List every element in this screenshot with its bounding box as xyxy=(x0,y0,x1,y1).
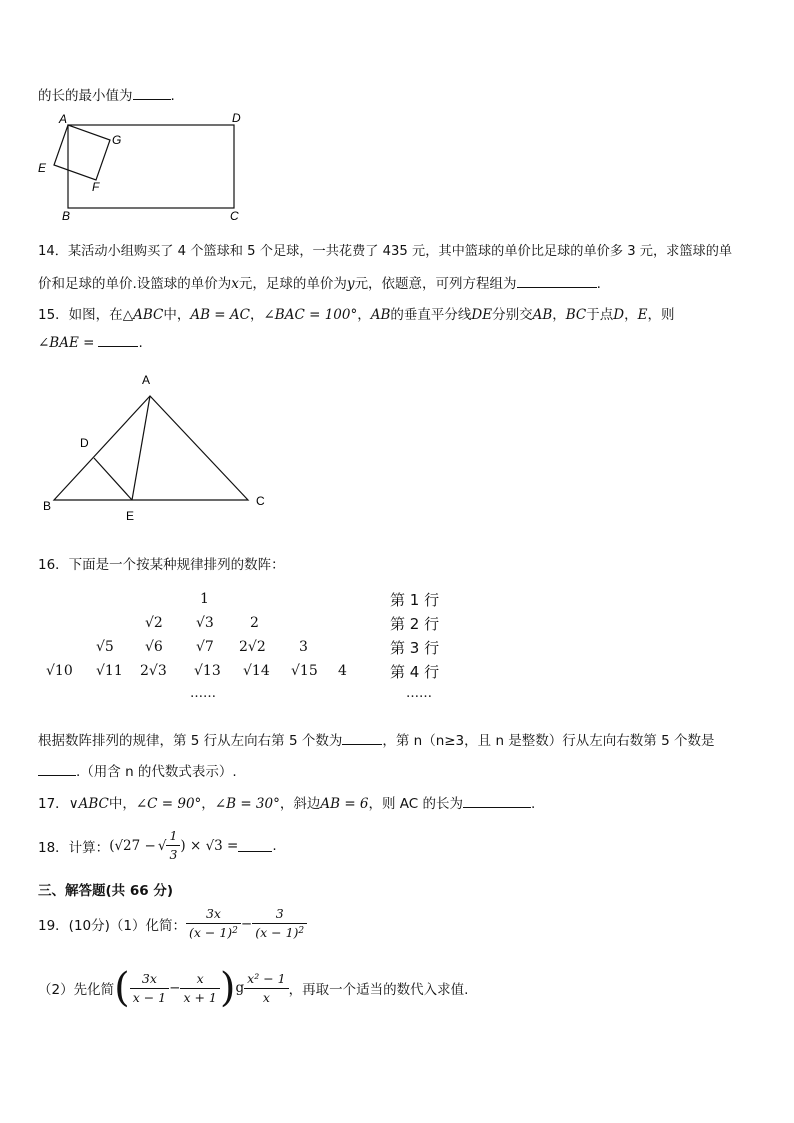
q17-ab: AB = 6 xyxy=(320,796,369,812)
q14-end: . xyxy=(596,276,601,292)
q19-frac2-num: 3 xyxy=(252,905,307,924)
label-f: F xyxy=(92,180,100,194)
q13-blank[interactable] xyxy=(133,87,171,100)
array-r1-c1: 1 xyxy=(200,591,209,607)
q17-s1: ， xyxy=(201,796,215,812)
q17-angle-b: ∠B = 30° xyxy=(214,796,280,812)
array-r2-c1: √2 xyxy=(145,615,163,631)
q15-t5: ，则 xyxy=(647,307,675,323)
q13-text: 的长的最小值为 xyxy=(38,88,133,104)
rectangle-figure xyxy=(30,108,260,228)
q16-text2: ，第 n（n≥3，且 n 是整数）行从左向右数第 5 个数是 xyxy=(382,733,715,749)
q14-text-b: 元，足球的单价为 xyxy=(238,276,347,292)
row-label-1: 第 1 行 xyxy=(390,591,440,609)
section-3-title: 三、解答题(共 66 分) xyxy=(38,883,174,899)
q19-frac2-exp: 2 xyxy=(298,926,305,936)
array-r4-c5: √14 xyxy=(243,663,270,679)
q18-expr-b: ) × √3 = xyxy=(180,837,239,854)
q15-t4: 于点 xyxy=(586,307,614,323)
array-r2-c2: √3 xyxy=(196,615,214,631)
array-r4-c2: √11 xyxy=(96,663,123,679)
q15-line2 xyxy=(38,334,143,351)
array-r3-c2: √6 xyxy=(145,639,163,655)
array-r3-c4: 2√2 xyxy=(239,639,266,655)
q14-text-a: 价和足球的单价.设篮球的单价为 xyxy=(38,276,232,292)
q19-g3-num: x² − 1 xyxy=(244,970,288,989)
q19-minus: − xyxy=(240,915,253,932)
array-r3-c1: √5 xyxy=(96,639,114,655)
array-r3-c5: 3 xyxy=(299,639,308,655)
q17-tail: ，则 AC 的长为 xyxy=(368,796,464,812)
q19-frac2-den xyxy=(252,924,307,942)
q19-g2-den: x + 1 xyxy=(183,989,217,1005)
q15-line1 xyxy=(38,303,674,323)
q17-blank[interactable] xyxy=(463,795,531,808)
q13-line xyxy=(38,84,175,104)
label-a: A xyxy=(142,373,151,387)
label-b: B xyxy=(62,209,71,223)
q15-t1: 中， xyxy=(163,307,191,323)
row-label-4: 第 4 行 xyxy=(390,663,440,681)
array-r4-c6: √15 xyxy=(291,663,318,679)
label-a: A xyxy=(59,112,68,126)
q15-tri: △ABC xyxy=(122,307,164,323)
triangle-figure xyxy=(36,368,276,528)
q15-ab: AB xyxy=(370,307,391,323)
q15-t2: 的垂直平分线 xyxy=(390,307,472,323)
segment-de xyxy=(94,458,132,500)
q15-eq2: ∠BAC = 100° xyxy=(263,307,358,323)
q19-part1 xyxy=(38,905,307,942)
q15-ask: ∠BAE = xyxy=(38,335,95,351)
q19-p2-head: （2）先化简 xyxy=(38,982,115,998)
q18-end: . xyxy=(272,837,277,854)
q19-head: 19．(10分)（1）化简： xyxy=(38,917,186,934)
left-paren-icon: ( xyxy=(114,965,130,1011)
q14-text-c: 元，依题意，可列方程组为 xyxy=(354,276,517,292)
q18-line xyxy=(38,827,277,864)
q17-line xyxy=(38,792,535,812)
right-paren-icon: ) xyxy=(219,965,236,1011)
q13-end: . xyxy=(170,88,175,104)
square-aefg xyxy=(54,125,110,180)
q19-g2-num: x xyxy=(180,970,219,989)
q17-angle-c: ∠C = 90° xyxy=(135,796,202,812)
array-r4-c4: √13 xyxy=(194,663,221,679)
q16-text3: .（用含 n 的代数式表示）. xyxy=(76,764,237,780)
q16-intro: 16．下面是一个按某种规律排列的数阵： xyxy=(38,557,285,573)
q18-num: 18．计算： xyxy=(38,839,110,856)
q19-p2-minus: − xyxy=(169,980,181,996)
label-d: D xyxy=(80,436,89,450)
q15-s3: ， xyxy=(552,307,566,323)
row-label-dots: …… xyxy=(406,686,432,701)
q19-g3 xyxy=(244,970,288,1007)
q16-text1: 根据数阵排列的规律，第 5 行从左向右第 5 个数为 xyxy=(38,733,343,749)
q19-frac1 xyxy=(186,905,241,942)
array-dots: …… xyxy=(190,686,216,701)
array-r4-c1: √10 xyxy=(46,663,73,679)
rect-abcd xyxy=(68,125,234,208)
q14-line1: 14．某活动小组购买了 4 个篮球和 5 个足球，一共花费了 435 元，其中篮球的单价比足球的单价多 3 元，求篮球的单 xyxy=(38,244,733,259)
label-e: E xyxy=(126,509,135,523)
row-label-3: 第 3 行 xyxy=(390,639,440,657)
q19-frac1-exp: 2 xyxy=(232,926,238,936)
q19-g1-num: 3x xyxy=(130,970,169,989)
q15-d: D xyxy=(613,307,625,323)
q19-frac1-den-text: (x − 1) xyxy=(188,925,233,940)
q18-frac-num: 1 xyxy=(166,827,180,846)
q16-question-line1 xyxy=(38,729,714,749)
q17-tri: ∨ABC xyxy=(68,796,109,812)
q18-frac-den: 3 xyxy=(169,847,178,862)
q19-g1-den: x − 1 xyxy=(132,989,167,1005)
q16-blank1[interactable] xyxy=(342,732,382,745)
q15-ab2: AB xyxy=(532,307,553,323)
q15-s4: ， xyxy=(624,307,638,323)
row-label-2: 第 2 行 xyxy=(390,615,440,633)
q15-de: DE xyxy=(471,307,493,323)
q17-s2: ，斜边 xyxy=(279,796,321,812)
label-g: G xyxy=(112,133,122,147)
q15-t3: 分别交 xyxy=(492,307,533,323)
label-c: C xyxy=(230,209,239,223)
q14-blank[interactable] xyxy=(517,275,597,288)
q15-bc: BC xyxy=(565,307,587,323)
q19-part2 xyxy=(38,965,469,1011)
q19-g2 xyxy=(180,970,219,1007)
q19-g1 xyxy=(130,970,169,1007)
q17-num: 17． xyxy=(38,796,69,812)
sqrt-icon: √ xyxy=(157,837,167,854)
label-b: B xyxy=(43,499,52,513)
q14-line2 xyxy=(38,272,601,292)
q14-var-x: x xyxy=(231,276,239,292)
q19-frac2 xyxy=(252,905,307,942)
label-e: E xyxy=(38,161,47,175)
q16-question-line2 xyxy=(38,760,237,780)
label-c: C xyxy=(256,494,265,508)
q19-frac2-den-text: (x − 1) xyxy=(255,925,299,940)
segment-ae xyxy=(132,396,150,500)
q19-g3-den: x xyxy=(262,989,270,1005)
q17-end: . xyxy=(531,796,536,812)
q19-p2-tail: ，再取一个适当的数代入求值. xyxy=(288,982,469,998)
q14-var-y: y xyxy=(346,276,355,292)
q18-blank[interactable] xyxy=(238,839,272,852)
q17-t1: 中， xyxy=(108,796,136,812)
q18-fraction xyxy=(166,827,180,864)
q19-g: g xyxy=(235,980,245,996)
q19-frac1-den xyxy=(186,924,241,942)
q15-s2: ， xyxy=(357,307,371,323)
q15-eq1: AB = AC xyxy=(190,307,250,323)
array-r2-c3: 2 xyxy=(250,615,259,631)
q15-end: . xyxy=(138,335,143,351)
array-r3-c3: √7 xyxy=(196,639,214,655)
label-d: D xyxy=(232,111,241,125)
q19-frac1-num: 3x xyxy=(186,905,241,924)
array-r4-c7: 4 xyxy=(338,663,347,679)
q15-e: E xyxy=(637,307,648,323)
q15-s1: ， xyxy=(249,307,264,323)
array-r4-c3: 2√3 xyxy=(140,663,167,679)
q15-num: 15．如图，在 xyxy=(38,307,123,323)
q15-blank[interactable] xyxy=(98,334,138,347)
q16-blank2[interactable] xyxy=(38,763,76,776)
q18-expr-a: (√27 − xyxy=(109,837,156,854)
